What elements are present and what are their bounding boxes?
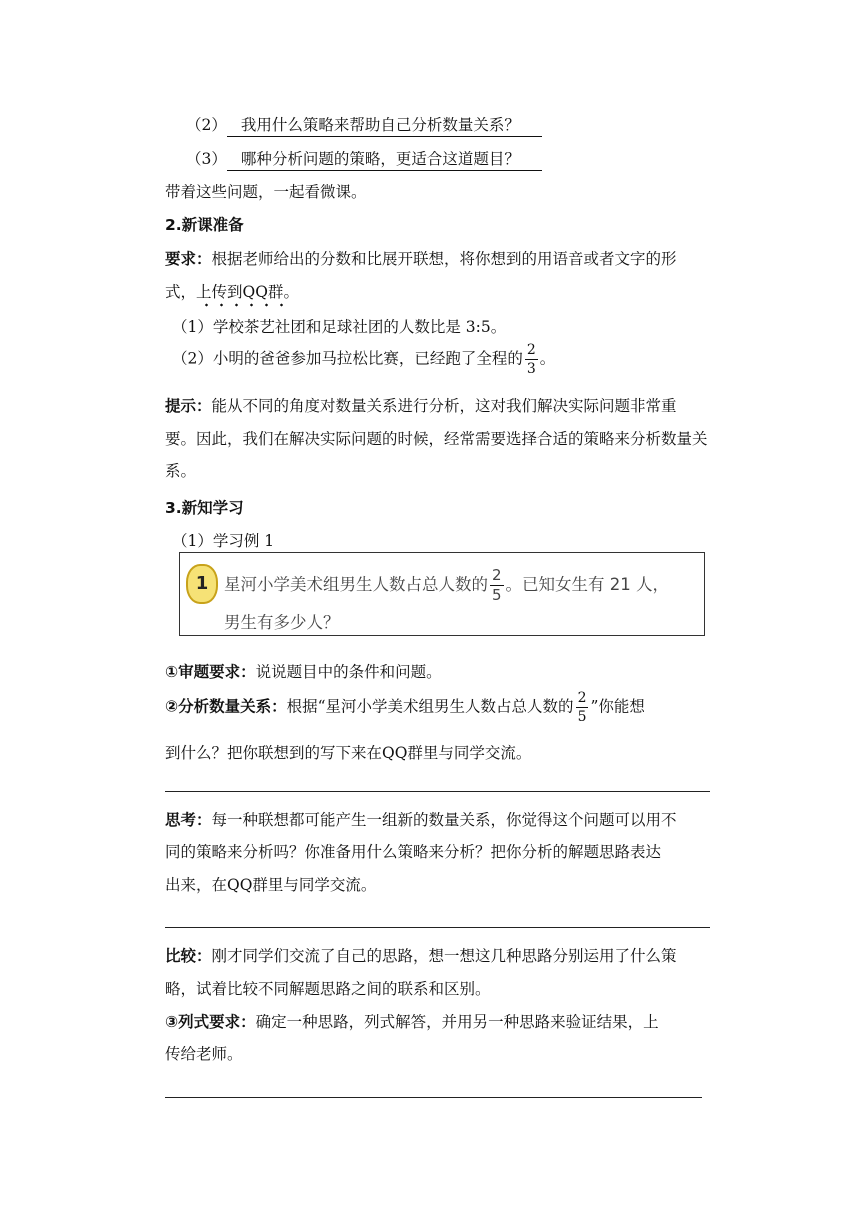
prep-item-2-suffix: 。 bbox=[539, 349, 556, 368]
fraction-denominator: 5 bbox=[492, 586, 502, 604]
requirement-label: 要求： bbox=[165, 250, 212, 268]
question-3-text: 哪种分析问题的策略，更适合这道题目？ bbox=[227, 147, 542, 171]
example-text-1: 星河小学美术组男生人数占总人数的 bbox=[224, 575, 488, 594]
answer-line-2 bbox=[165, 927, 710, 928]
example-text-2: 。已知女生有 21 人， bbox=[505, 575, 670, 594]
example-line-1 bbox=[224, 568, 669, 603]
example-line-2: 男生有多少人？ bbox=[224, 613, 340, 632]
fraction-denominator: 3 bbox=[526, 361, 536, 377]
think-label: 思考： bbox=[165, 811, 212, 829]
question-3 bbox=[186, 147, 542, 171]
step-1-label: ①审题要求： bbox=[165, 663, 256, 681]
answer-line-1 bbox=[165, 791, 710, 792]
question-2 bbox=[186, 113, 542, 137]
step-2-line-2: 到什么？把你联想到的写下来在QQ群里与同学交流。 bbox=[165, 744, 532, 762]
fraction-two-thirds bbox=[525, 343, 538, 376]
watch-video-text: 带着这些问题，一起看微课。 bbox=[165, 183, 367, 201]
prep-item-2 bbox=[172, 343, 555, 376]
think-line-3: 出来，在QQ群里与同学交流。 bbox=[165, 876, 377, 894]
example-1-box bbox=[179, 552, 705, 636]
learn-example-1: （1）学习例 1 bbox=[172, 532, 275, 550]
compare-line-2: 略，试着比较不同解题思路之间的联系和区别。 bbox=[165, 980, 491, 998]
requirement-line-2 bbox=[165, 280, 299, 302]
hint-label: 提示： bbox=[165, 397, 212, 415]
hint-line-3: 系。 bbox=[165, 462, 197, 480]
step-3-text-1: 确定一种思路，列式解答，并用另一种思路来验证结果，上 bbox=[255, 1013, 659, 1031]
hint-line-1 bbox=[165, 394, 677, 416]
think-line-1 bbox=[165, 808, 677, 830]
step-3-line-2: 传给老师。 bbox=[165, 1045, 243, 1063]
step-2-text-b: ”你能想 bbox=[590, 697, 645, 716]
compare-text-1: 刚才同学们交流了自己的思路，想一想这几种思路分别运用了什么策 bbox=[211, 947, 677, 965]
example-number-badge: 1 bbox=[186, 564, 218, 604]
fraction-numerator: 2 bbox=[526, 342, 536, 358]
prep-item-1: （1）学校茶艺社团和足球社团的人数比是 3:5。 bbox=[172, 318, 507, 336]
fraction-two-fifths bbox=[490, 568, 504, 603]
step-2-label: ②分析数量关系： bbox=[165, 697, 287, 716]
compare-label: 比较： bbox=[165, 947, 212, 965]
question-3-number: （3） bbox=[186, 150, 227, 168]
question-2-number: （2） bbox=[186, 116, 227, 134]
fraction-numerator: 2 bbox=[577, 690, 587, 706]
fraction-two-fifths-inline bbox=[576, 691, 589, 724]
prep-item-2-text: （2）小明的爸爸参加马拉松比赛，已经跑了全程的 bbox=[172, 349, 523, 368]
question-2-text: 我用什么策略来帮助自己分析数量关系？ bbox=[227, 113, 542, 137]
requirement-line-1 bbox=[165, 247, 677, 269]
step-1 bbox=[165, 660, 442, 682]
step-2-text-a: 根据“星河小学美术组男生人数占总人数的 bbox=[286, 697, 574, 716]
requirement-text-2c: 。 bbox=[283, 283, 299, 301]
upload-qq-emphasis: 上传到QQ群 bbox=[196, 283, 284, 301]
step-1-text: 说说题目中的条件和问题。 bbox=[255, 663, 442, 681]
fraction-denominator: 5 bbox=[577, 709, 587, 725]
hint-text-1: 能从不同的角度对数量关系进行分析，这对我们解决实际问题非常重 bbox=[211, 397, 677, 415]
step-3-line-1 bbox=[165, 1010, 659, 1032]
requirement-text-1: 根据老师给出的分数和比展开联想，将你想到的用语音或者文字的形 bbox=[211, 250, 677, 268]
requirement-text-2a: 式， bbox=[165, 283, 197, 301]
step-2-line-1 bbox=[165, 691, 645, 724]
step-3-label: ③列式要求： bbox=[165, 1013, 256, 1031]
section-3-heading: 3.新知学习 bbox=[165, 499, 244, 517]
fraction-numerator: 2 bbox=[492, 566, 502, 584]
answer-line-3 bbox=[165, 1097, 702, 1098]
compare-line-1 bbox=[165, 944, 677, 966]
section-2-heading: 2.新课准备 bbox=[165, 216, 244, 234]
hint-line-2: 要。因此，我们在解决实际问题的时候，经常需要选择合适的策略来分析数量关 bbox=[165, 430, 708, 448]
think-line-2: 同的策略来分析吗？你准备用什么策略来分析？把你分析的解题思路表达 bbox=[165, 843, 662, 861]
think-text-1: 每一种联想都可能产生一组新的数量关系，你觉得这个问题可以用不 bbox=[211, 811, 677, 829]
